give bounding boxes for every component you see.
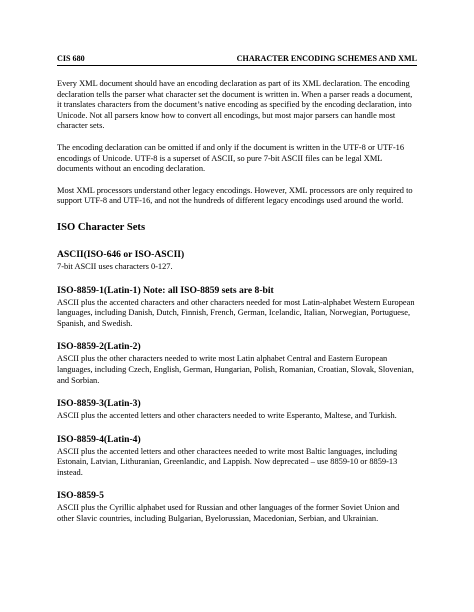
charset-section-8859-5	[57, 490, 417, 524]
charset-section-latin1	[57, 285, 417, 330]
page-header	[57, 54, 417, 66]
charset-section-latin3	[57, 398, 417, 422]
charset-heading: ASCII(ISO-646 or ISO-ASCII)	[57, 248, 185, 260]
charset-heading: ISO-8859-1(Latin-1) Note: all ISO-8859 sets are 8-bit	[57, 284, 274, 296]
document-title: CHARACTER ENCODING SCHEMES AND XML	[236, 54, 417, 63]
course-code: CIS 680	[57, 54, 85, 63]
section-heading: ISO Character Sets	[57, 221, 146, 233]
charset-description: 7-bit ASCII uses characters 0-127.	[57, 261, 173, 271]
charset-heading: ISO-8859-2(Latin-2)	[57, 341, 141, 353]
charset-section-ascii	[57, 249, 417, 273]
charset-description: ASCII plus the accented letters and other characters needed to write Esperanto, Maltese, and Turkish.	[57, 411, 397, 421]
charset-description: ASCII plus the Cyrillic alphabet used for Russian and other languages of the former Soviet Union and other Slavic countries, including Bulgarian, Byelorussian, Macedonian, Serbian, and Ukrainian.	[57, 503, 400, 524]
charset-section-latin2	[57, 341, 417, 386]
charset-heading: ISO-8859-3(Latin-3)	[57, 398, 141, 410]
charset-heading: ISO-8859-4(Latin-4)	[57, 433, 141, 445]
charset-description: ASCII plus the accented letters and other charactees needed to write most Baltic languages, including Estonain, Latvian, Lithuranian, Greenlandic, and Lappish. Now deprecated – use 8859-10 or 8859-13 instead.	[57, 446, 398, 477]
charset-description: ASCII plus the other characters needed to write most Latin alphabet Central and Eastern European languages, including Czech, English, German, Hungarian, Polish, Romanian, Croatian, Slovak, Slovenian, and Sorbian.	[57, 354, 414, 385]
encoding-declaration-paragraph: The encoding declaration can be omitted if and only if the document is written in the UTF-8 or UTF-16 encodings of Unicode. UTF-8 is a superset of ASCII, so pure 7-bit ASCII files can be legal XML documents without an encoding declaration.	[57, 142, 405, 174]
charset-description: ASCII plus the accented characters and other characters needed for most Latin-alphabet Western European languages, including Danish, Dutch, Finnish, French, German, Icelandic, Italian, Norwegian, Portuguese, Spanish, and Swedish.	[57, 297, 415, 328]
legacy-encodings-paragraph: Most XML processors understand other legacy encodings. However, XML processors are only required to support UTF-8 and UTF-16, and not the hundreds of different legacy encodings used around the world.	[57, 185, 413, 206]
intro-paragraph: Every XML document should have an encoding declaration as part of its XML declaration. The encoding declaration tells the parser what character set the document is written in. When a parser reads a document, it translates characters from the document’s native encoding as specified by the encoding declaration, into Unicode. Not all parsers know how to convert all encodings, but most major parsers can handle most character sets.	[57, 79, 413, 131]
charset-heading: ISO-8859-5	[57, 490, 104, 502]
charset-section-latin4	[57, 434, 417, 479]
document-page	[57, 54, 417, 525]
